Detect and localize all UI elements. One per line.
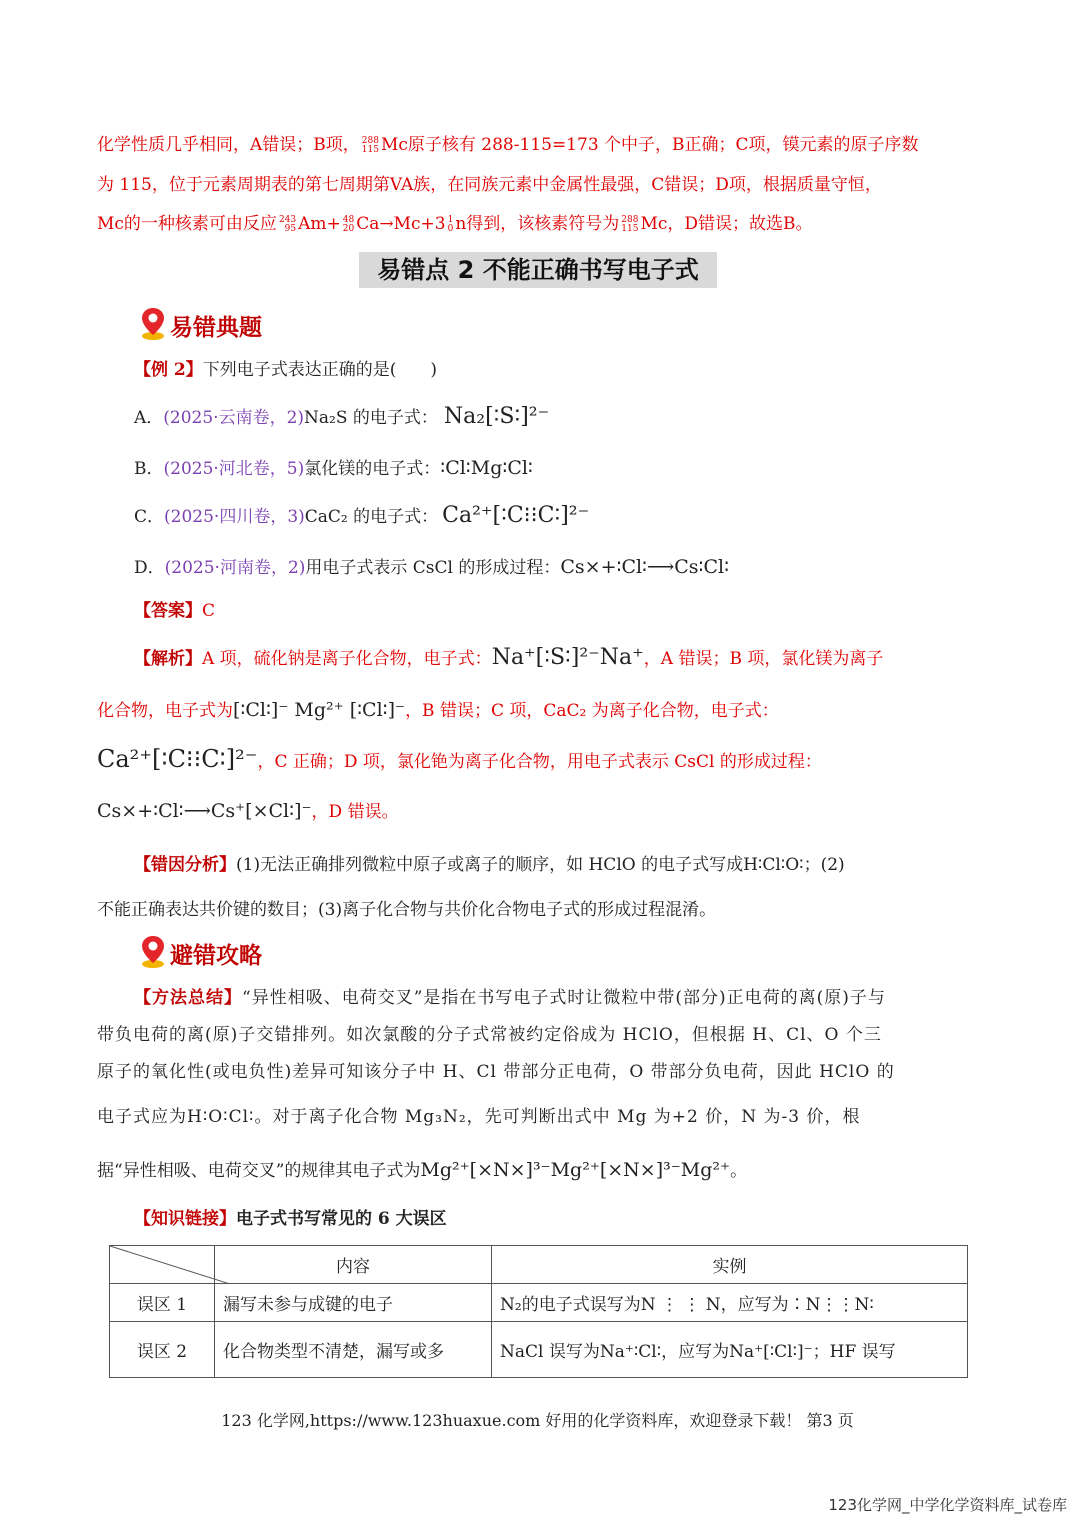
nuclide-symbol: 288 115 — [621, 214, 639, 234]
example-text: 下列电子式表达正确的是( ) — [202, 360, 438, 380]
electron-formula: Ca²⁺[∶C⁝⁝C∶]²⁻ — [442, 503, 590, 528]
location-pin-icon — [140, 306, 166, 340]
typical-heading: 易错典题 — [170, 315, 262, 341]
analysis-line-3: Ca²⁺[∶C⁝⁝C∶]²⁻，C 正确；D 项，氯化铯为离子化合物，用电子式表示 CsCl 的形成过程： — [97, 745, 822, 773]
diagonal-line — [110, 1246, 230, 1284]
cause-line-2: 不能正确表达共价键的数目；(3)离子化合物与共价化合物电子式的形成过程混淆。 — [97, 900, 717, 920]
method-line-4: 电子式应为H∶O∶Cl∶。对于离子化合物 Mg₃N₂，先可判断出式中 Mg 为+2 价，N 为-3 价，根 — [97, 1107, 861, 1127]
table-cell-zone: 误区 2 — [110, 1322, 215, 1378]
analysis-line-1: 【解析】A 项，硫化钠是离子化合物，电子式：Na⁺[∶S∶]²⁻Na⁺，A 错误；B 项，氯化镁为离子 — [134, 645, 884, 670]
electron-formula: Na⁺[∶S∶]²⁻Na⁺ — [491, 645, 644, 670]
option-b: B．(2025·河北卷，5)氯化镁的电子式：∶Cl∶Mg∶Cl∶ — [134, 457, 533, 479]
method-line-2: 带负电荷的离(原)子交错排列。如次氯酸的分子式常被约定俗成为 HClO，但根据 H、Cl、O 个三 — [97, 1025, 882, 1045]
electron-formula: Na₂[∶S∶]²⁻ — [443, 404, 550, 429]
analysis-line-4: Cs×+∶Cl∶⟶Cs⁺[×Cl∶]⁻，D 错误。 — [97, 800, 399, 822]
electron-formula: Cs×+∶Cl∶⟶Cs⁺[×Cl∶]⁻ — [97, 800, 312, 822]
intro-text: Mc原子核有 288-115=173 个中子，B正确；C项，镆元素的原子序数 — [380, 135, 919, 155]
nuclide-symbol: 1 0 — [447, 214, 454, 234]
answer-label: 【答案】 — [134, 601, 202, 621]
answer — [134, 601, 215, 621]
intro-text: Mc，D错误；故选B。 — [640, 214, 813, 234]
intro-text: Ca→Mc+3 — [356, 214, 446, 234]
method-line-3: 原子的氧化性(或电负性)差异可知该分子中 H、Cl 带部分正电荷，O 带部分负电荷，因此 HClO 的 — [97, 1062, 895, 1082]
avoid-heading: 避错攻略 — [170, 943, 262, 969]
table-header-row — [110, 1246, 968, 1284]
watermark-text: 123化学网_中学化学资料库_试卷库 — [828, 1496, 1067, 1514]
table-corner-cell — [110, 1246, 215, 1284]
cause-line-1: 【错因分析】(1)无法正确排列微粒中原子或离子的顺序，如 HClO 的电子式写成H∶Cl∶O∶；(2) — [134, 855, 845, 875]
table-header: 实例 — [492, 1246, 968, 1284]
table-cell-zone: 误区 1 — [110, 1284, 215, 1322]
electron-formula: Cs×+∶Cl∶⟶Cs∶Cl∶ — [560, 556, 730, 578]
table-header: 内容 — [215, 1246, 492, 1284]
example-question — [134, 360, 437, 380]
intro-text: Am+ — [298, 214, 341, 234]
analysis-line-2: 化合物，电子式为[∶Cl∶]⁻ Mg²⁺ [∶Cl∶]⁻，B 错误；C 项，CaC₂ 为离子化合物，电子式： — [97, 699, 779, 721]
option-a: A．(2025·云南卷，2)Na₂S 的电子式： Na₂[∶S∶]²⁻ — [134, 404, 550, 429]
table-row — [110, 1284, 968, 1322]
nuclide-symbol: 48 20 — [342, 214, 355, 234]
table-row — [110, 1322, 968, 1378]
electron-formula: Mg²⁺[×N×]³⁻Mg²⁺[×N×]³⁻Mg²⁺ — [420, 1159, 731, 1181]
error-zone-table — [109, 1245, 968, 1378]
nuclide-symbol: 288 115 — [361, 135, 379, 155]
intro-line-2: 为 115，位于元素周期表的第七周期第VA族，在同族元素中金属性最强，C错误；D项，根据质量守恒， — [97, 175, 882, 195]
intro-line-3 — [97, 214, 813, 234]
location-pin-icon — [140, 934, 166, 968]
page-footer: 123 化学网,https://www.123huaxue.com 好用的化学资料库，欢迎登录下载！ 第3 页 — [221, 1411, 854, 1430]
option-d: D．(2025·河南卷，2)用电子式表示 CsCl 的形成过程：Cs×+∶Cl∶⟶Cs∶Cl∶ — [134, 556, 730, 578]
intro-text: n得到，该核素符号为 — [455, 214, 620, 234]
electron-formula: [∶Cl∶]⁻ Mg²⁺ [∶Cl∶]⁻ — [233, 699, 406, 721]
example-label: 【例 2】 — [134, 360, 203, 380]
table-cell-content: 漏写未参与成键的电子 — [215, 1284, 492, 1322]
electron-formula: Ca²⁺[∶C⁝⁝C∶]²⁻ — [97, 745, 258, 773]
table-cell-example: N₂的电子式误写为N ⋮ ⋮ N，应写为∶N⋮⋮N∶ — [492, 1284, 968, 1322]
table-cell-example: NaCl 误写为Na⁺∶Cl∶，应写为Na⁺[∶Cl∶]⁻；HF 误写 — [492, 1322, 968, 1378]
table-cell-content: 化合物类型不清楚，漏写或多 — [215, 1322, 492, 1378]
intro-text: Mc的一种核素可由反应 — [97, 214, 277, 234]
knowledge-link: 【知识链接】电子式书写常见的 6 大误区 — [134, 1209, 447, 1229]
method-line-5: 据“异性相吸、电荷交叉”的规律其电子式为Mg²⁺[×N×]³⁻Mg²⁺[×N×]³⁻Mg²⁺。 — [97, 1159, 748, 1181]
intro-text: 化学性质几乎相同，A错误；B项， — [97, 135, 360, 155]
intro-line-1 — [97, 135, 919, 155]
method-line-1: 【方法总结】“异性相吸、电荷交叉”是指在书写电子式时让微粒中带(部分)正电荷的离(原)子与 — [134, 988, 886, 1008]
section-title: 易错点 2 不能正确书写电子式 — [359, 252, 717, 288]
option-c: C．(2025·四川卷，3)CaC₂ 的电子式： Ca²⁺[∶C⁝⁝C∶]²⁻ — [134, 503, 590, 528]
answer-value: C — [202, 601, 216, 621]
nuclide-symbol: 243 95 — [278, 214, 297, 234]
electron-formula: ∶Cl∶Mg∶Cl∶ — [440, 457, 533, 479]
